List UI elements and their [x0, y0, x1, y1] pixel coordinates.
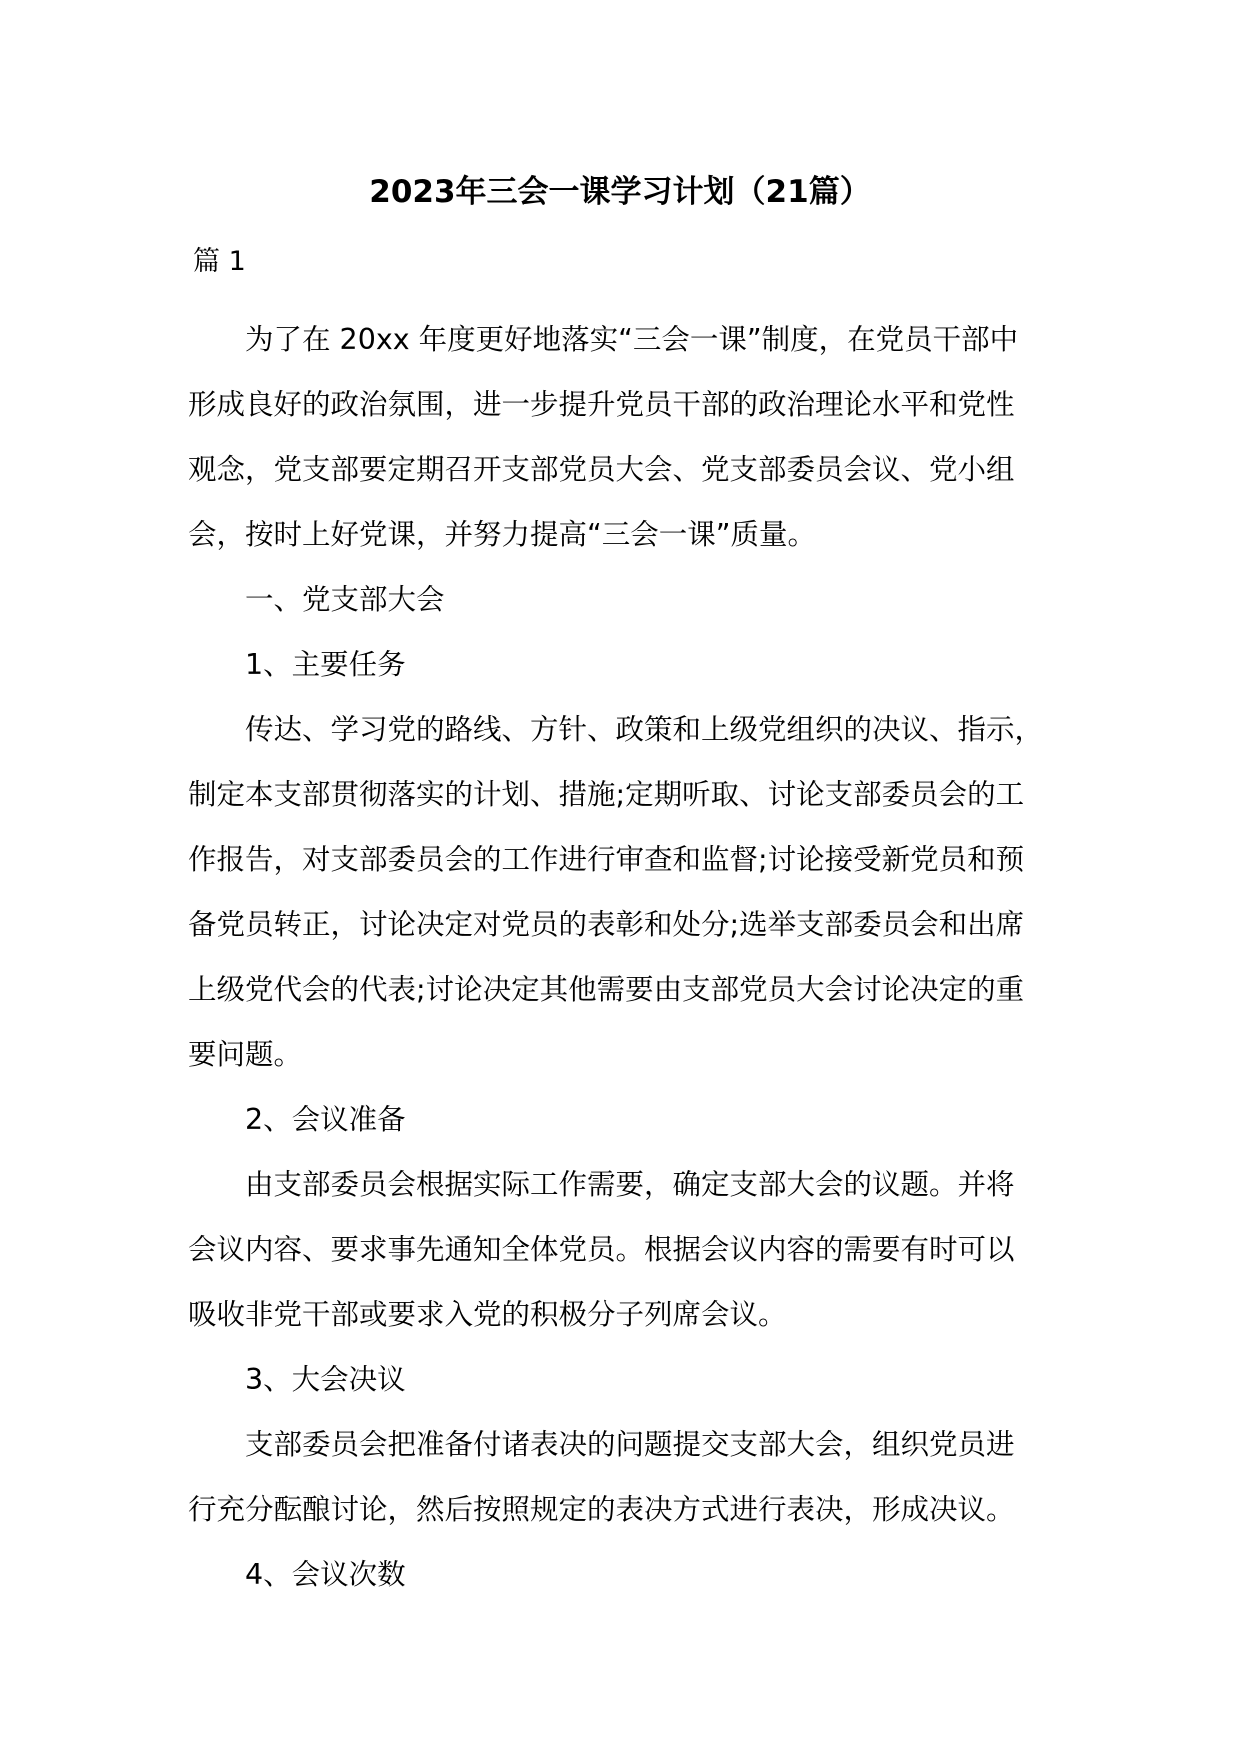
- subsection-heading: [188, 1542, 1088, 1607]
- subsection-heading: [188, 632, 1088, 697]
- section-heading: [188, 567, 1088, 632]
- text-line: 备党员转正，讨论决定对党员的表彰和处分;选举支部委员会和出席: [188, 908, 1025, 941]
- text-line: 行充分酝酿讨论，然后按照规定的表决方式进行表决，形成决议。: [188, 1493, 1015, 1526]
- paragraph: [188, 1412, 1088, 1542]
- document-title: 2023年三会一课学习计划（21篇）: [369, 174, 871, 210]
- section-label: 篇 1: [193, 246, 246, 277]
- text-line: 形成良好的政治氛围，进一步提升党员干部的政治理论水平和党性: [188, 388, 1015, 421]
- text-line: 2、会议准备: [245, 1103, 406, 1136]
- text-line: 3、大会决议: [245, 1363, 406, 1396]
- text-line: 为了在 20xx 年度更好地落实“三会一课”制度，在党员干部中: [245, 323, 1019, 356]
- text-line: 上级党代会的代表;讨论决定其他需要由支部党员大会讨论决定的重: [188, 973, 1025, 1006]
- text-line: 支部委员会把准备付诸表决的问题提交支部大会，组织党员进: [245, 1428, 1015, 1461]
- text-line: 作报告，对支部委员会的工作进行审查和监督;讨论接受新党员和预: [188, 843, 1025, 876]
- text-line: 4、会议次数: [245, 1558, 406, 1591]
- paragraph: [188, 1152, 1088, 1347]
- subsection-heading: [188, 1347, 1088, 1412]
- text-line: 传达、学习党的路线、方针、政策和上级党组织的决议、指示，: [245, 713, 1044, 746]
- paragraph: [188, 697, 1088, 1087]
- subsection-heading: [188, 1087, 1088, 1152]
- paragraph: [188, 307, 1088, 567]
- text-line: 制定本支部贯彻落实的计划、措施;定期听取、讨论支部委员会的工: [188, 778, 1025, 811]
- text-line: 吸收非党干部或要求入党的积极分子列席会议。: [188, 1298, 787, 1331]
- text-line: 一、党支部大会: [245, 583, 445, 616]
- text-line: 观念，党支部要定期召开支部党员大会、党支部委员会议、党小组: [188, 453, 1015, 486]
- document-body: [188, 307, 1088, 1607]
- text-line: 会，按时上好党课，并努力提高“三会一课”质量。: [188, 518, 817, 551]
- text-line: 由支部委员会根据实际工作需要，确定支部大会的议题。并将: [245, 1168, 1015, 1201]
- text-line: 要问题。: [188, 1038, 303, 1071]
- text-line: 会议内容、要求事先通知全体党员。根据会议内容的需要有时可以: [188, 1233, 1015, 1266]
- text-line: 1、主要任务: [245, 648, 406, 681]
